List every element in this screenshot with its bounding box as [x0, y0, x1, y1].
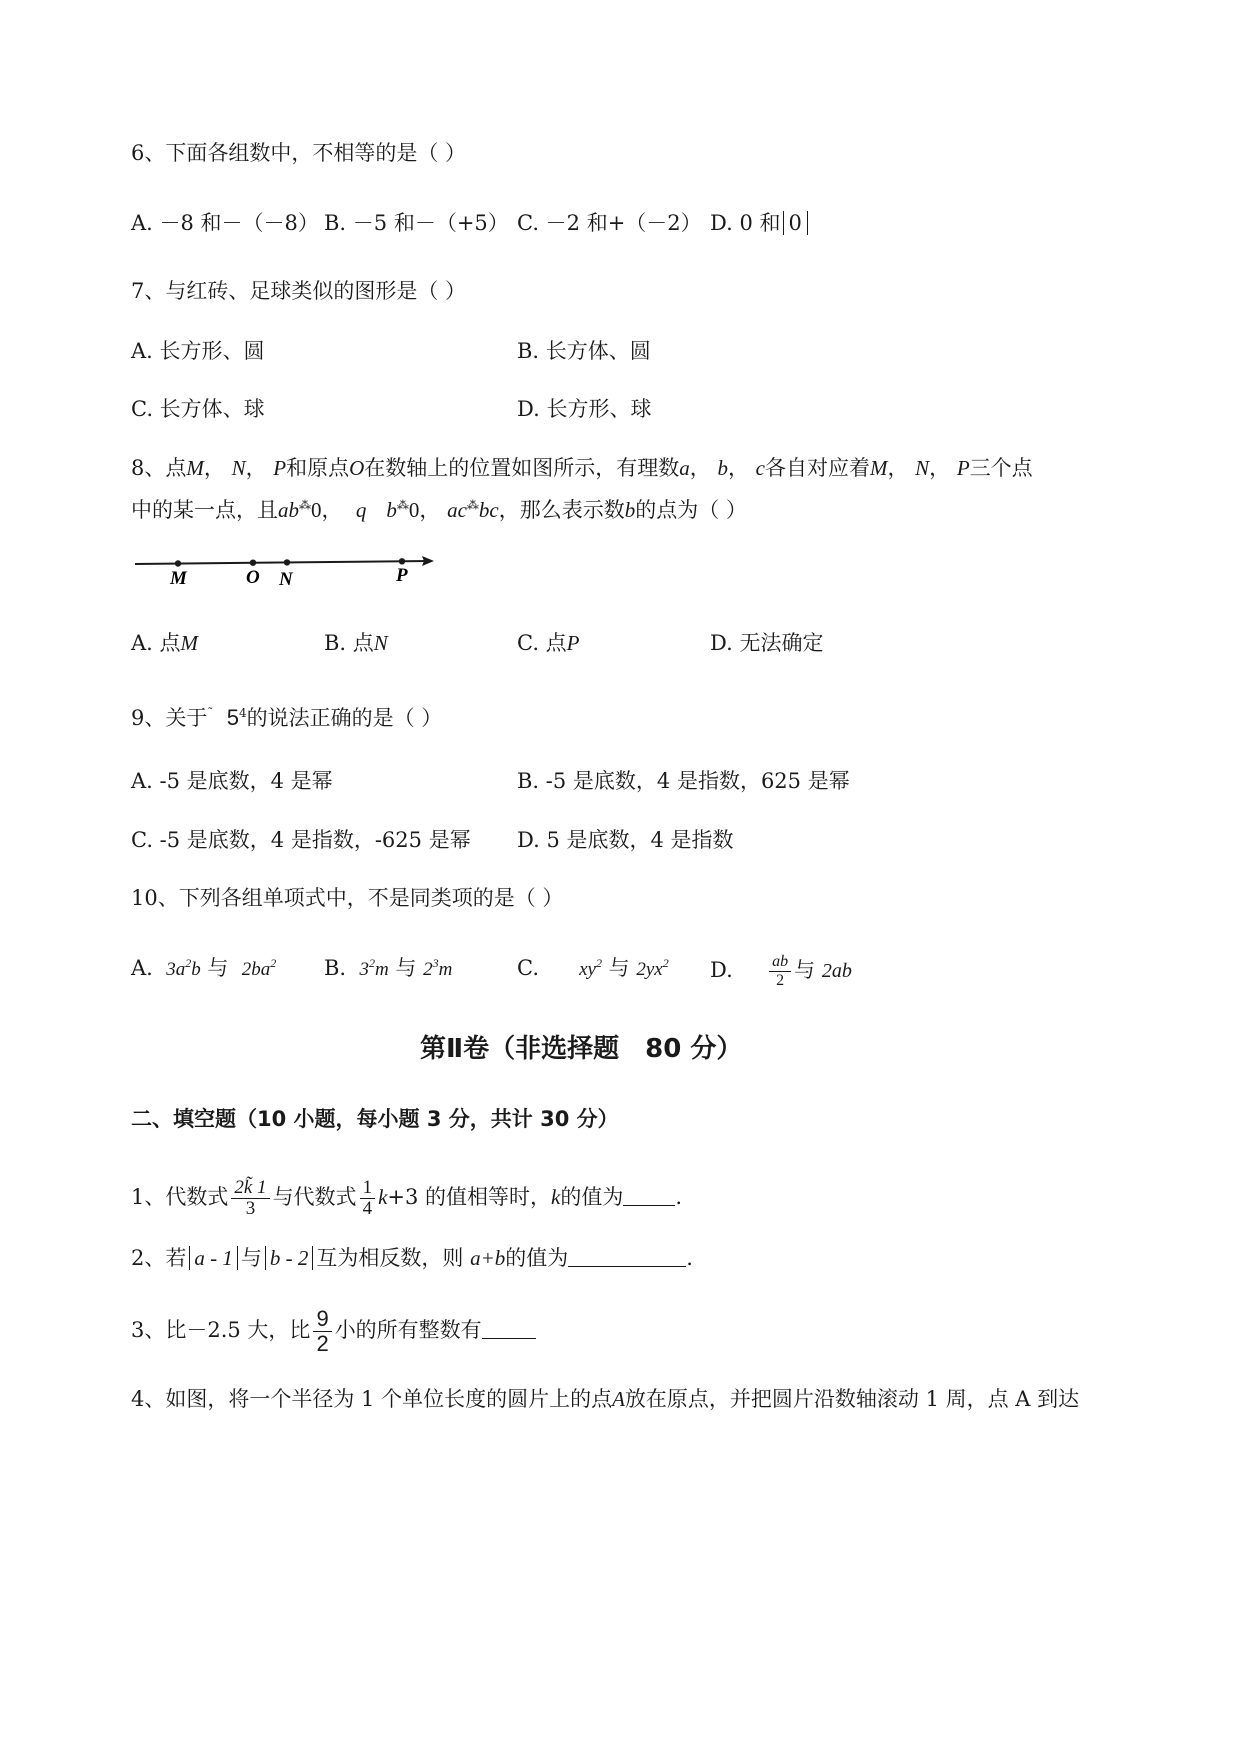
- section-2-title: 第Ⅱ卷（非选择题 80 分）: [420, 1034, 743, 1064]
- answer-blank[interactable]: [623, 1185, 675, 1206]
- fill-q1-var-k: k: [378, 1185, 388, 1209]
- q6-option-d: [710, 208, 808, 238]
- q8-var-m: M: [180, 631, 199, 655]
- fill-q2-expr: a+b: [470, 1246, 506, 1270]
- garbled-symbol: ⁂: [396, 498, 409, 512]
- fill-q1-var-k: k: [551, 1185, 561, 1209]
- point-p-dot: [399, 558, 405, 564]
- q10-option-a: [131, 953, 276, 985]
- q8-zero: 0: [311, 498, 322, 522]
- q10-with: 与: [794, 958, 816, 982]
- q6-abs-right-bar: [807, 211, 808, 235]
- q10-c-expr1: $xy^2$: [579, 956, 602, 980]
- q8-var-b: b: [624, 498, 636, 522]
- q8-expr-bc: bc: [478, 498, 499, 522]
- fill-q3-text: 3、比－2.5 大，比: [131, 1318, 311, 1342]
- q10-option-d: [710, 953, 852, 990]
- q8-var-c: c: [755, 456, 765, 480]
- fill-q4-text: 4、如图，将一个半径为 1 个单位长度的圆片上的点: [131, 1387, 613, 1411]
- fill-q3-text: 小的所有整数有: [334, 1318, 482, 1342]
- q8-var-o: O: [349, 456, 365, 480]
- q10-label: C.: [517, 956, 539, 980]
- q10-d-expr2: 2ab: [821, 960, 852, 982]
- number-line-figure: [130, 548, 440, 594]
- fill-q4-text: 放在原点，并把圆片沿数轴滚动 1 周，点 A 到达: [624, 1387, 1080, 1411]
- q8-text: 各自对应着: [764, 456, 870, 480]
- q10-a-expr1: $3a^2b$: [166, 956, 201, 980]
- fill-q1-text: 的值为: [560, 1185, 624, 1209]
- q8-var-m: M: [869, 456, 888, 480]
- q10-a-expr2: $2ba^2$: [241, 956, 277, 980]
- q10-c-expr2: $2yx^2$: [636, 956, 669, 980]
- q8-var-a: a: [679, 456, 690, 480]
- q6-option-d-abs: 0: [783, 211, 801, 235]
- fill-q1-text: +3 的值相等时，: [387, 1185, 552, 1209]
- point-m-dot: [175, 560, 181, 566]
- fill-q2: [131, 1243, 693, 1273]
- num: 2: [241, 959, 252, 980]
- fill-q2-text: 互为相反数，则: [316, 1246, 464, 1270]
- q8-var-n: N: [231, 456, 246, 480]
- fill-q2-text: 2、若: [131, 1246, 187, 1270]
- q7-option-d: D. 长方形、球: [517, 397, 652, 421]
- fill-blank-heading: 二、填空题（10 小题，每小题 3 分，共计 30 分）: [131, 1107, 619, 1131]
- q10-with: 与: [207, 956, 229, 980]
- fraction-numerator: 9: [313, 1307, 331, 1332]
- q9-text: 9、关于: [131, 706, 208, 730]
- fill-q1-fraction-2: [360, 1178, 376, 1219]
- q8-expr-ab: ab: [278, 498, 299, 522]
- fraction-numerator: ab: [769, 953, 791, 972]
- q8-expr-ac: ac: [447, 498, 467, 522]
- q8-stem-line2: 中的某一点，且ab⁂0， q b⁂0， ac⁂bc，那么表示数b的点为（ ）: [131, 498, 747, 522]
- q6-option-b: B. －5 和－（+5）: [324, 211, 509, 235]
- point-o-dot: [250, 560, 256, 566]
- q9-base: 5: [226, 705, 239, 730]
- q7-option-b: B. 长方体、圆: [517, 339, 651, 363]
- q8-zero: 0: [408, 498, 420, 522]
- q8-option-b-text: B. 点: [324, 631, 374, 655]
- garbled-symbol: ⁂: [299, 498, 311, 512]
- fill-q1-end: .: [675, 1185, 683, 1209]
- answer-blank[interactable]: [568, 1246, 686, 1267]
- fill-q2-text: 的值为: [505, 1246, 569, 1270]
- q8-text: 8、点: [131, 456, 187, 480]
- q8-var-n: N: [915, 456, 930, 480]
- fill-q2-abs-2: b - 2: [265, 1246, 314, 1270]
- point-o-label: O: [246, 567, 260, 588]
- q9-exponent: 4: [238, 706, 247, 720]
- q6-option-d-prefix: D. 0 和: [710, 211, 781, 235]
- q8-text: 在数轴上的位置如图所示，有理数: [364, 456, 680, 480]
- q9-text: 的说法正确的是（ ）: [246, 706, 443, 730]
- fill-q1: [131, 1170, 682, 1224]
- q8-text: 的点为（ ）: [635, 498, 747, 522]
- num: 2: [636, 959, 646, 980]
- fraction-denominator: 2: [776, 972, 785, 989]
- fill-q1-text: 与代数式: [272, 1185, 357, 1209]
- q8-text: 三个点: [969, 456, 1033, 480]
- q8-var-p: P: [566, 631, 580, 655]
- point-n-label: N: [279, 569, 293, 590]
- q9-stem: [131, 698, 442, 733]
- q9-option-a: A. -5 是底数，4 是幂: [131, 769, 333, 793]
- answer-blank[interactable]: [482, 1318, 536, 1339]
- q8-var-q: q: [355, 498, 367, 522]
- q7-stem: 7、与红砖、足球类似的图形是（ ）: [131, 279, 467, 303]
- fraction-denominator: 4: [362, 1198, 373, 1219]
- q8-var-b: b: [386, 498, 397, 522]
- fraction-numerator: 1: [360, 1178, 376, 1199]
- q8-stem-line1: 8、点M， N， P和原点O在数轴上的位置如图所示，有理数a， b， c各自对应着M， N， P三个点: [131, 456, 1033, 480]
- num: 2: [423, 959, 433, 980]
- fill-q4-var-a: A: [612, 1387, 625, 1411]
- q8-var-p: P: [956, 456, 970, 480]
- q9-option-d: D. 5 是底数，4 是指数: [517, 828, 734, 852]
- q10-b-expr2: $2^3m$: [423, 956, 453, 980]
- num: 2: [821, 960, 832, 982]
- q10-b-expr1: $3^2m$: [359, 956, 389, 980]
- point-p-label: P: [396, 565, 408, 586]
- q6-option-c: C. －2 和+（－2）: [517, 211, 702, 235]
- q8-option-a: [131, 628, 198, 658]
- fraction-denominator: 3: [245, 1198, 256, 1219]
- q8-var-b: b: [717, 456, 728, 480]
- q8-option-c-text: C. 点: [517, 631, 567, 655]
- q8-option-a-text: A. 点: [131, 631, 181, 655]
- q10-option-b: [324, 953, 452, 985]
- q8-text: 和原点: [286, 456, 350, 480]
- fill-q2-abs-1: a - 1: [189, 1246, 238, 1270]
- q8-text: ，那么表示数: [498, 498, 625, 522]
- garbled-symbol: ⁂: [466, 498, 479, 512]
- q10-label: B.: [324, 956, 347, 980]
- fill-q1-fraction-1: [231, 1178, 269, 1219]
- fraction-denominator: 2: [316, 1331, 329, 1356]
- q7-option-a: A. 长方形、圆: [131, 339, 265, 363]
- point-n-dot: [284, 559, 290, 565]
- q10-with: 与: [608, 956, 630, 980]
- q10-label: D.: [710, 958, 733, 982]
- q9-option-c: C. -5 是底数，4 是指数，-625 是幂: [131, 828, 471, 852]
- num: 3: [166, 959, 176, 980]
- fraction-numerator: 2k̃ 1: [231, 1178, 269, 1199]
- q9-option-b: B. -5 是底数，4 是指数，625 是幂: [517, 769, 850, 793]
- fill-q3-fraction: [313, 1307, 331, 1356]
- fill-q1-text: 1、代数式: [131, 1185, 229, 1209]
- q6-stem: 6、下面各组数中，不相等的是（ ）: [131, 141, 467, 165]
- q7-option-c: C. 长方体、球: [131, 397, 265, 421]
- q8-var-n: N: [373, 631, 388, 655]
- q8-option-b: [324, 628, 388, 658]
- q8-var-m: M: [186, 456, 204, 480]
- q10-label: A.: [131, 956, 153, 980]
- q10-stem: 10、下列各组单项式中，不是同类项的是（ ）: [131, 886, 564, 910]
- fill-q2-text: 与: [240, 1246, 262, 1270]
- garbled-symbol: ˜: [207, 706, 214, 720]
- fill-q4: [131, 1384, 1079, 1414]
- q10-option-c: [517, 953, 669, 985]
- num: 3: [359, 959, 369, 980]
- q8-option-d: D. 无法确定: [710, 631, 824, 655]
- point-m-label: M: [170, 568, 187, 589]
- q10-d-fraction: [769, 953, 791, 990]
- q8-var-p: P: [273, 456, 287, 480]
- q6-option-a: A. －8 和－（－8）: [131, 211, 319, 235]
- q8-option-c: [517, 628, 580, 658]
- fill-q3: [131, 1303, 536, 1357]
- q10-with: 与: [395, 956, 417, 980]
- q8-text: 中的某一点，且: [131, 498, 278, 522]
- fill-q2-end: .: [686, 1246, 693, 1270]
